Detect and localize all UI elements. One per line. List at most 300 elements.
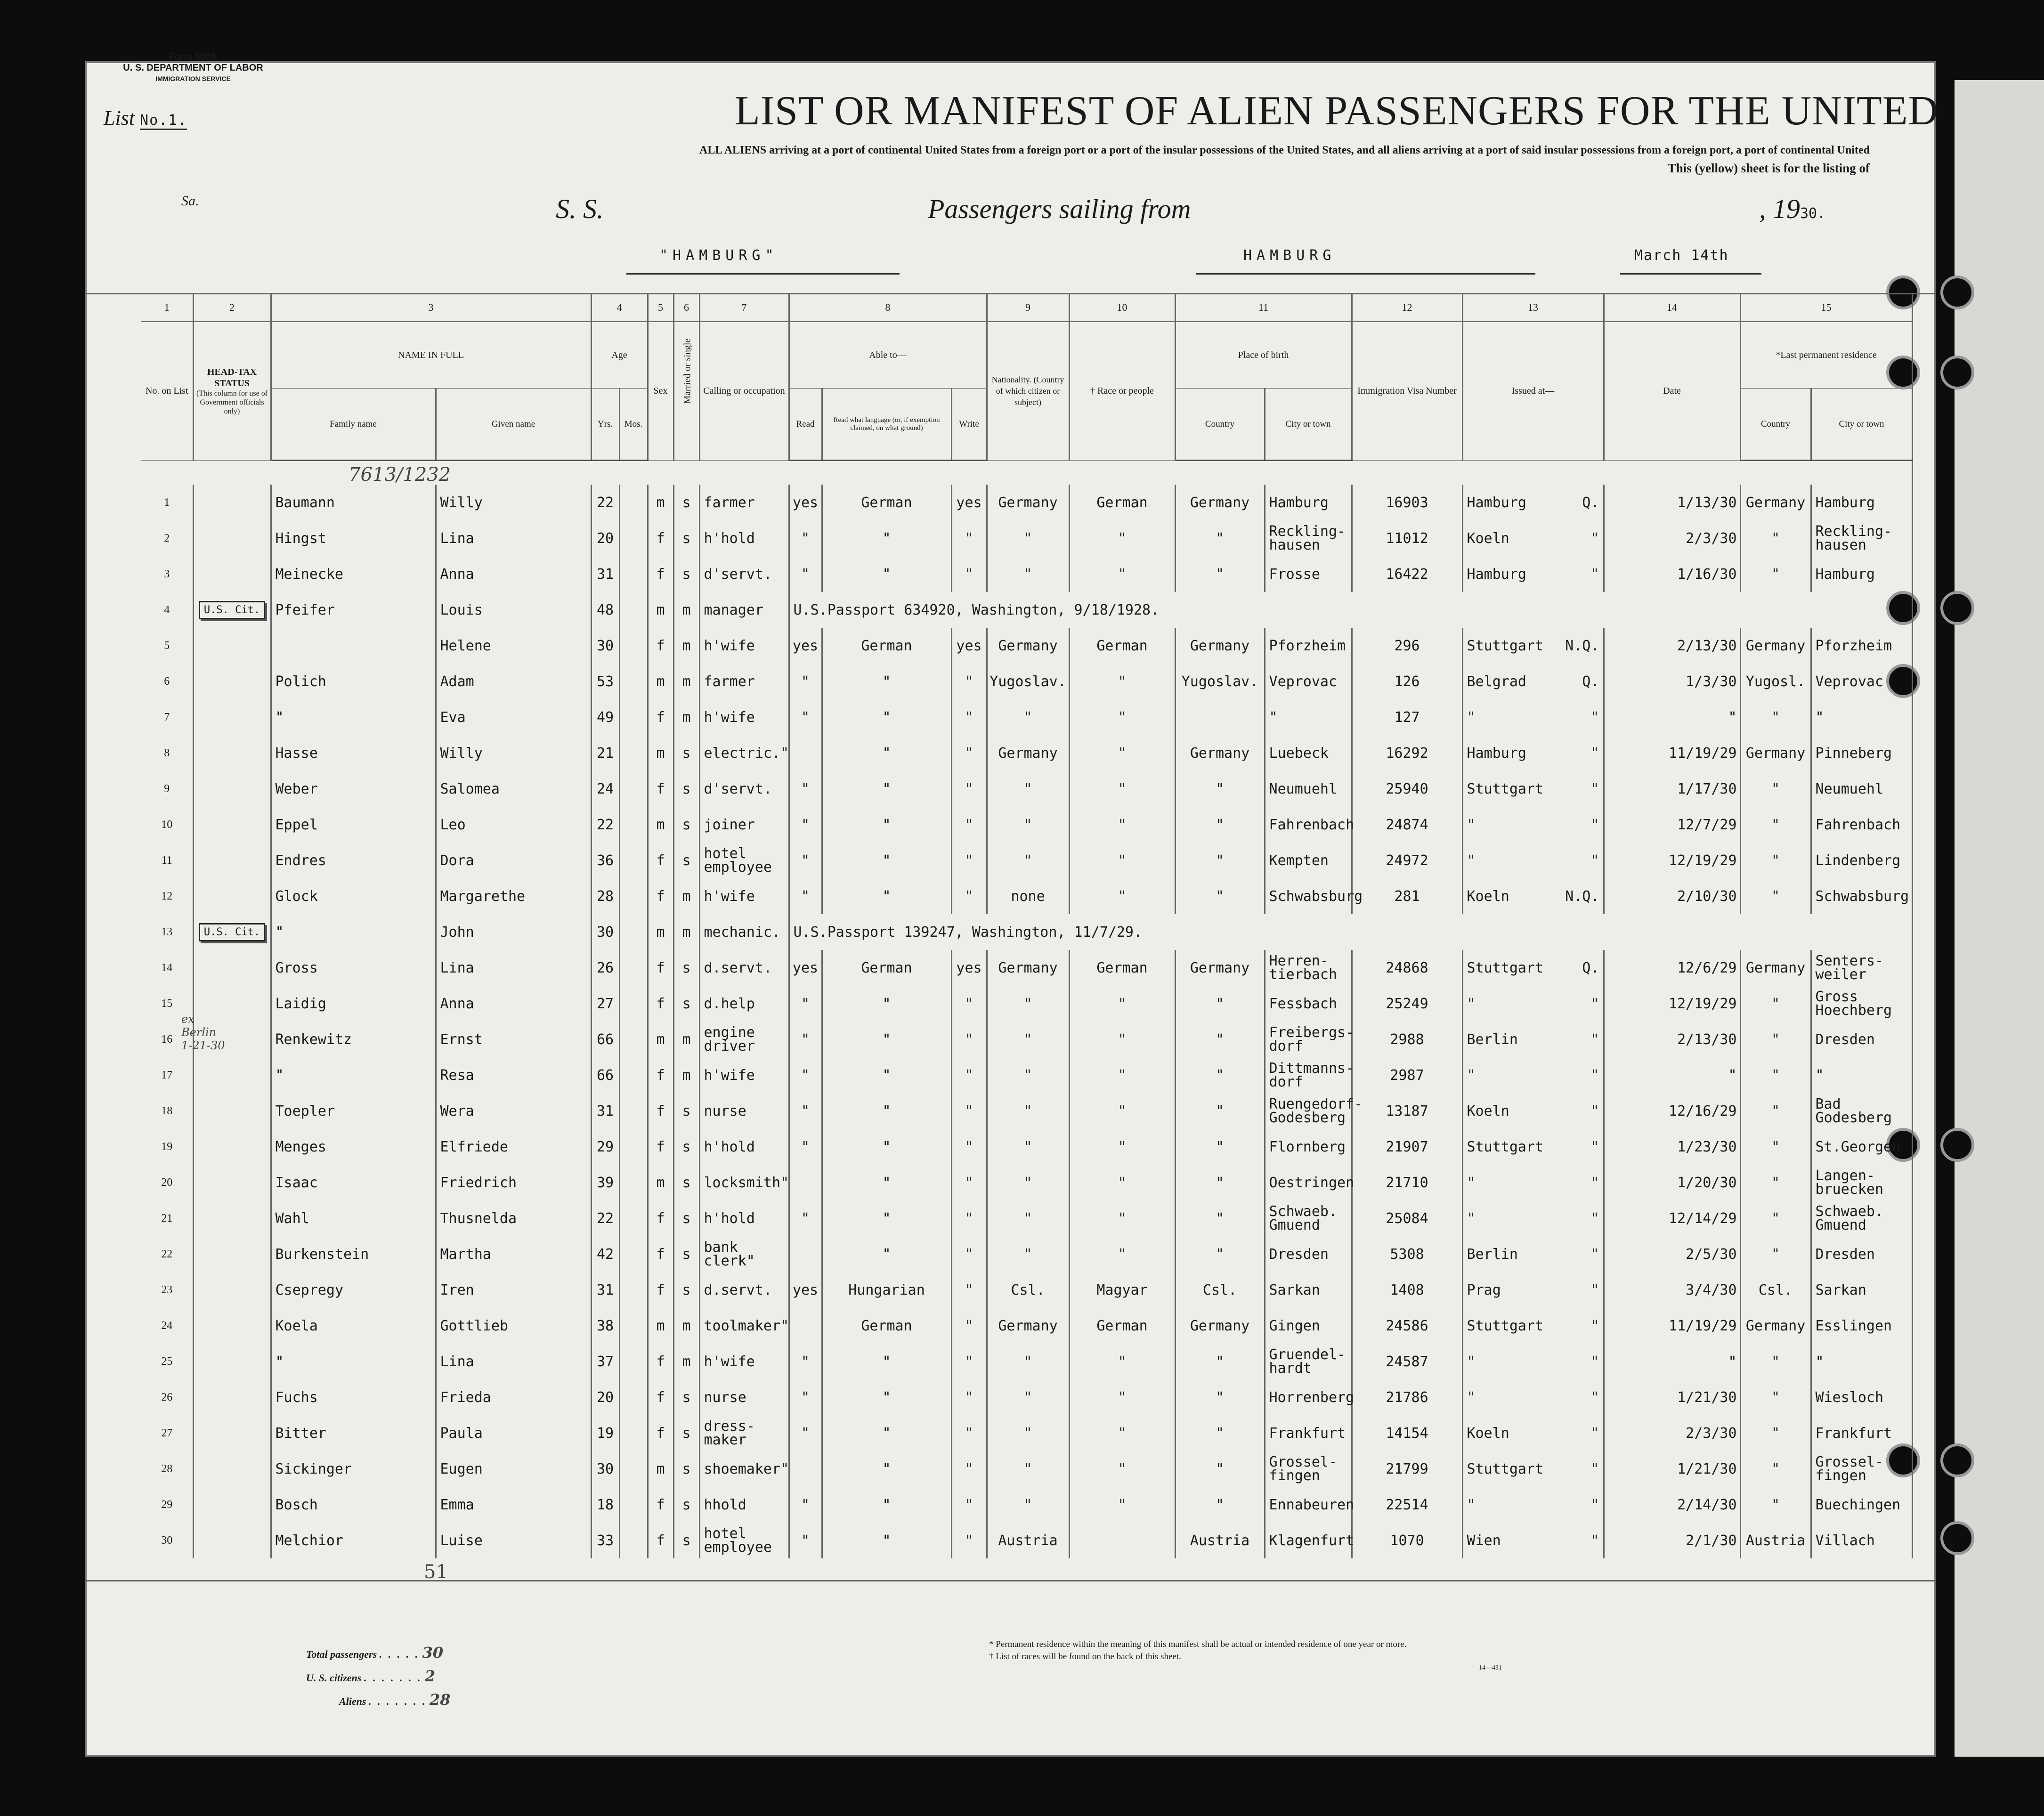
nat-cell: Germany <box>987 1308 1069 1344</box>
bcountry-cell: " <box>1175 1487 1265 1523</box>
rcity-cell: Dresden <box>1811 1236 1912 1272</box>
date-cell: 2/3/30 <box>1604 1415 1740 1451</box>
sex-cell: f <box>648 1379 673 1415</box>
family-cell: Weber <box>271 771 436 807</box>
port-underline <box>1196 273 1535 275</box>
race-cell: " <box>1069 735 1175 771</box>
bcity-cell: Freibergs-dorf <box>1265 1022 1352 1057</box>
ms-cell: s <box>673 1272 699 1308</box>
age-header: Age <box>591 322 648 389</box>
date-cell: 1/23/30 <box>1604 1129 1740 1165</box>
bcountry-cell: " <box>1175 986 1265 1022</box>
visa-cell: 5308 <box>1352 1236 1462 1272</box>
read-cell <box>789 735 822 771</box>
date-cell: 2/13/30 <box>1604 628 1740 664</box>
ms-cell: s <box>673 1165 699 1200</box>
visa-cell: 281 <box>1352 878 1462 914</box>
read-cell: " <box>789 771 822 807</box>
head-tax-title: HEAD-TAX STATUS <box>207 366 257 389</box>
occ-cell: locksmith" <box>699 1165 789 1200</box>
family-cell: Fuchs <box>271 1379 436 1415</box>
lang-cell: " <box>822 556 951 592</box>
rcountry-cell: " <box>1740 986 1811 1022</box>
binder-hole <box>1940 591 1974 625</box>
col-number: 4 <box>591 294 648 322</box>
bcity-cell: Fessbach <box>1265 986 1352 1022</box>
us-citizen-stamp: U.S. Cit. <box>199 601 265 619</box>
nat-cell: Yugoslav. <box>987 664 1069 699</box>
issued-code: " <box>1590 1353 1599 1370</box>
passport-cell: U.S.Passport 634920, Washington, 9/18/1928. <box>789 592 1912 628</box>
yrs-cell: 29 <box>591 1129 619 1165</box>
write-cell: yes <box>951 950 987 986</box>
occ-cell: hotel employee <box>699 1523 789 1558</box>
issued-code: Q. <box>1582 959 1599 976</box>
ms-cell: s <box>673 1379 699 1415</box>
issued-place: " <box>1467 1353 1476 1370</box>
sex-cell: m <box>648 485 673 520</box>
visa-cell: 2988 <box>1352 1022 1462 1057</box>
sex-cell: m <box>648 1022 673 1057</box>
issued-place: " <box>1467 709 1476 726</box>
sex-cell: m <box>648 664 673 699</box>
issued-code: " <box>1590 1174 1599 1191</box>
issued-at-cell <box>1462 1093 1604 1129</box>
mos-cell <box>619 1523 648 1558</box>
family-cell: Bosch <box>271 1487 436 1523</box>
lang-cell: " <box>822 1129 951 1165</box>
race-cell: " <box>1069 699 1175 735</box>
occ-cell: electric." <box>699 735 789 771</box>
rcountry-cell: " <box>1740 878 1811 914</box>
yrs-cell: 31 <box>591 1093 619 1129</box>
binder-hole <box>1940 1443 1974 1477</box>
read-cell: " <box>789 807 822 843</box>
pencil-annotation: 7613/1232 <box>349 464 451 486</box>
bcountry-cell: Germany <box>1175 1308 1265 1344</box>
mos-cell <box>619 1451 648 1487</box>
write-cell: " <box>951 1308 987 1344</box>
issued-at-cell <box>1462 628 1604 664</box>
family-cell: Sickinger <box>271 1451 436 1487</box>
date-underline <box>1620 273 1761 275</box>
read-cell: " <box>789 1379 822 1415</box>
head-tax-cell <box>193 1236 271 1272</box>
yrs-cell: 20 <box>591 520 619 556</box>
passenger-row <box>141 807 1912 843</box>
ms-cell: m <box>673 628 699 664</box>
yrs-cell: 30 <box>591 628 619 664</box>
passenger-row <box>141 1344 1912 1379</box>
n-cell: 9 <box>141 771 193 807</box>
n-cell: 19 <box>141 1129 193 1165</box>
issued-code: N.Q. <box>1565 888 1599 905</box>
nat-cell: Csl. <box>987 1272 1069 1308</box>
rcountry-cell: " <box>1740 1451 1811 1487</box>
lang-cell: " <box>822 1344 951 1379</box>
issued-place: Berlin <box>1467 1246 1518 1263</box>
family-cell: Hasse <box>271 735 436 771</box>
n-cell: 11 <box>141 843 193 878</box>
passenger-row <box>141 1236 1912 1272</box>
family-cell: Hingst <box>271 520 436 556</box>
yrs-cell: 36 <box>591 843 619 878</box>
lang-cell: " <box>822 1236 951 1272</box>
issued-code: " <box>1590 995 1599 1012</box>
visa-cell: 14154 <box>1352 1415 1462 1451</box>
mos-cell <box>619 878 648 914</box>
race-cell: German <box>1069 1308 1175 1344</box>
page-title: LIST OR MANIFEST OF ALIEN PASSENGERS FOR THE UNITED <box>735 88 1939 134</box>
mos-cell <box>619 1272 648 1308</box>
ship-name: "HAMBURG" <box>659 247 779 264</box>
date-cell: 12/19/29 <box>1604 843 1740 878</box>
rcountry-cell: " <box>1740 807 1811 843</box>
bcity-cell: Dresden <box>1265 1236 1352 1272</box>
issued-at-header: Issued at— <box>1462 322 1604 461</box>
mos-cell <box>619 1308 648 1344</box>
visa-cell: 24972 <box>1352 843 1462 878</box>
issued-code: Q. <box>1582 673 1599 690</box>
form-code: 14—431 <box>1479 1664 1502 1671</box>
mos-cell <box>619 1200 648 1236</box>
rcity-cell: Schwabsburg <box>1811 878 1912 914</box>
visa-cell: 126 <box>1352 664 1462 699</box>
read-cell: " <box>789 1200 822 1236</box>
family-cell: " <box>271 1344 436 1379</box>
bcity-cell: Pforzheim <box>1265 628 1352 664</box>
rcity-cell: Neumuehl <box>1811 771 1912 807</box>
bcountry-cell: " <box>1175 1200 1265 1236</box>
date-cell: 3/4/30 <box>1604 1272 1740 1308</box>
nat-cell: " <box>987 771 1069 807</box>
mos-cell <box>619 556 648 592</box>
ms-cell: m <box>673 1308 699 1344</box>
col-number: 12 <box>1352 294 1462 322</box>
read-cell: " <box>789 1129 822 1165</box>
read-cell: " <box>789 986 822 1022</box>
sex-cell: m <box>648 592 673 628</box>
rcountry-cell: " <box>1740 1057 1811 1093</box>
nat-cell: Germany <box>987 628 1069 664</box>
lang-cell: " <box>822 1022 951 1057</box>
issued-at-cell <box>1462 1272 1604 1308</box>
issued-at-cell <box>1462 1415 1604 1451</box>
bcity-cell: Flornberg <box>1265 1129 1352 1165</box>
visa-cell: 21710 <box>1352 1165 1462 1200</box>
n-cell: 8 <box>141 735 193 771</box>
col-number: 13 <box>1462 294 1604 322</box>
bcountry-cell: " <box>1175 1165 1265 1200</box>
issued-place: Hamburg <box>1467 566 1526 583</box>
nat-cell: " <box>987 1057 1069 1093</box>
issued-place: Belgrad <box>1467 673 1526 690</box>
mos-cell <box>619 1129 648 1165</box>
lang-cell: " <box>822 1057 951 1093</box>
write-cell: yes <box>951 628 987 664</box>
last-residence-header: *Last permanent residence <box>1740 322 1912 389</box>
ms-cell: s <box>673 1523 699 1558</box>
write-cell: " <box>951 1236 987 1272</box>
family-cell: Toepler <box>271 1093 436 1129</box>
occ-cell: h'hold <box>699 1200 789 1236</box>
issued-at-cell <box>1462 664 1604 699</box>
nat-cell: " <box>987 1165 1069 1200</box>
lang-cell: " <box>822 735 951 771</box>
issued-at-cell <box>1462 986 1604 1022</box>
yrs-cell: 30 <box>591 914 619 950</box>
bcity-cell: Horrenberg <box>1265 1379 1352 1415</box>
issued-place: " <box>1467 1067 1476 1084</box>
occ-cell: bank clerk" <box>699 1236 789 1272</box>
sex-cell: f <box>648 1272 673 1308</box>
mos-cell <box>619 699 648 735</box>
issued-code: " <box>1590 1138 1599 1155</box>
read-cell <box>789 1236 822 1272</box>
ms-cell: m <box>673 914 699 950</box>
date-cell: 1/13/30 <box>1604 485 1740 520</box>
visa-cell: 296 <box>1352 628 1462 664</box>
n-cell: 30 <box>141 1523 193 1558</box>
issued-code: " <box>1590 1103 1599 1119</box>
issued-place: Koeln <box>1467 1425 1509 1442</box>
yrs-cell: 22 <box>591 807 619 843</box>
bcountry-cell: " <box>1175 520 1265 556</box>
rcity-cell: Langen-bruecken <box>1811 1165 1912 1200</box>
read-cell: " <box>789 1022 822 1057</box>
sex-cell: f <box>648 520 673 556</box>
form-id-line: Form 500A <box>169 52 218 62</box>
rcity-cell: Schwaeb. Gmuend <box>1811 1200 1912 1236</box>
given-cell: John <box>436 914 591 950</box>
date-cell: 12/6/29 <box>1604 950 1740 986</box>
issued-code: " <box>1590 1281 1599 1298</box>
race-cell: " <box>1069 1200 1175 1236</box>
n-cell: 17 <box>141 1057 193 1093</box>
date-cell: 2/14/30 <box>1604 1487 1740 1523</box>
col-number: 2 <box>193 294 271 322</box>
read-cell: " <box>789 878 822 914</box>
rcountry-cell: Germany <box>1740 735 1811 771</box>
race-cell: " <box>1069 878 1175 914</box>
sex-cell: m <box>648 1451 673 1487</box>
write-cell: " <box>951 986 987 1022</box>
visa-cell: 21907 <box>1352 1129 1462 1165</box>
race-cell: " <box>1069 1415 1175 1451</box>
passenger-row <box>141 1165 1912 1200</box>
issued-place: " <box>1467 1496 1476 1513</box>
rcity-cell: Hamburg <box>1811 556 1912 592</box>
head-tax-cell <box>193 1129 271 1165</box>
lang-cell: " <box>822 1165 951 1200</box>
ms-cell: s <box>673 1200 699 1236</box>
bcity-cell: Hamburg <box>1265 485 1352 520</box>
column-number-row <box>141 294 1912 322</box>
issued-code: Q. <box>1582 494 1599 511</box>
race-cell: " <box>1069 986 1175 1022</box>
rcity-cell: " <box>1811 1344 1912 1379</box>
family-cell: " <box>271 914 436 950</box>
date-cell: 12/16/29 <box>1604 1093 1740 1129</box>
read-cell <box>789 1165 822 1200</box>
write-cell: " <box>951 843 987 878</box>
bcity-cell: Frosse <box>1265 556 1352 592</box>
bcountry-cell: " <box>1175 1236 1265 1272</box>
bcountry-cell: Germany <box>1175 735 1265 771</box>
race-cell: " <box>1069 1236 1175 1272</box>
occ-cell: h'wife <box>699 699 789 735</box>
visa-cell: 25084 <box>1352 1200 1462 1236</box>
issued-place: Hamburg <box>1467 745 1526 762</box>
rcountry-cell: " <box>1740 1344 1811 1379</box>
bcountry-cell: " <box>1175 1093 1265 1129</box>
issued-place: " <box>1467 1174 1476 1191</box>
issued-place: Prag <box>1467 1281 1501 1298</box>
issued-place: Berlin <box>1467 1031 1518 1048</box>
nat-cell: " <box>987 1379 1069 1415</box>
rcountry-cell: " <box>1740 1129 1811 1165</box>
port-name: HAMBURG <box>1243 247 1336 264</box>
lang-cell: " <box>822 1523 951 1558</box>
head-tax-cell <box>193 1200 271 1236</box>
read-cell: yes <box>789 485 822 520</box>
read-cell: " <box>789 1487 822 1523</box>
col-number: 14 <box>1604 294 1740 322</box>
issued-place: Wien <box>1467 1532 1501 1549</box>
head-tax-cell <box>193 735 271 771</box>
rcountry-cell: Germany <box>1740 1308 1811 1344</box>
ms-cell: s <box>673 556 699 592</box>
nat-cell: " <box>987 843 1069 878</box>
rcountry-cell: " <box>1740 1022 1811 1057</box>
occ-cell: joiner <box>699 807 789 843</box>
passenger-row <box>141 485 1912 520</box>
n-cell: 29 <box>141 1487 193 1523</box>
sailing-date: March 14th <box>1634 247 1729 264</box>
head-tax-cell <box>193 878 271 914</box>
list-label: List <box>104 106 135 130</box>
date-cell: 12/7/29 <box>1604 807 1740 843</box>
family-cell: Laidig <box>271 986 436 1022</box>
given-cell: Helene <box>436 628 591 664</box>
ms-cell: s <box>673 485 699 520</box>
passenger-rows <box>141 461 1912 1559</box>
bcity-cell: " <box>1265 699 1352 735</box>
head-tax-cell <box>193 771 271 807</box>
n-cell: 14 <box>141 950 193 986</box>
sex-cell: m <box>648 1308 673 1344</box>
nat-cell: " <box>987 1451 1069 1487</box>
sex-cell: f <box>648 1487 673 1523</box>
bcity-cell: Oestringen <box>1265 1165 1352 1200</box>
ms-cell: m <box>673 878 699 914</box>
issued-place: Stuttgart <box>1467 1460 1544 1477</box>
issued-at-cell <box>1462 556 1604 592</box>
total-passengers <box>306 1644 443 1662</box>
issued-at-cell <box>1462 1451 1604 1487</box>
family-cell: Bitter <box>271 1415 436 1451</box>
aliens <box>339 1691 451 1709</box>
occ-cell: d.servt. <box>699 1272 789 1308</box>
date-cell: 12/14/29 <box>1604 1200 1740 1236</box>
issued-code: N.Q. <box>1565 637 1599 654</box>
dots: . . . . . . . <box>364 1672 422 1684</box>
race-cell: " <box>1069 1379 1175 1415</box>
n-cell: 22 <box>141 1236 193 1272</box>
pencil-annotation: 51 <box>424 1561 448 1583</box>
race-cell: " <box>1069 520 1175 556</box>
n-cell: 28 <box>141 1451 193 1487</box>
col-number: 1 <box>141 294 193 322</box>
binder-hole <box>1940 356 1974 389</box>
read-cell: " <box>789 520 822 556</box>
sex-cell: f <box>648 771 673 807</box>
passenger-row <box>141 735 1912 771</box>
bcountry-cell: Germany <box>1175 628 1265 664</box>
race-cell: Magyar <box>1069 1272 1175 1308</box>
nat-cell: " <box>987 1129 1069 1165</box>
bcity-cell: Dittmanns-dorf <box>1265 1057 1352 1093</box>
given-cell: Luise <box>436 1523 591 1558</box>
sailing-label: Passengers sailing from <box>928 194 1191 224</box>
bcity-cell: Reckling-hausen <box>1265 520 1352 556</box>
occ-cell: h'wife <box>699 628 789 664</box>
birth-city-header: City or town <box>1265 389 1352 461</box>
ms-cell: s <box>673 843 699 878</box>
n-cell: 16 <box>141 1022 193 1057</box>
visa-cell: 24874 <box>1352 807 1462 843</box>
visa-header: Immigration Visa Number <box>1352 322 1462 461</box>
family-cell: Pfeifer <box>271 592 436 628</box>
rcity-cell: Sarkan <box>1811 1272 1912 1308</box>
given-cell: Iren <box>436 1272 591 1308</box>
yrs-cell: 26 <box>591 950 619 986</box>
rcity-cell: St.Georgen <box>1811 1129 1912 1165</box>
n-cell: 12 <box>141 878 193 914</box>
facing-page <box>1955 80 2044 1757</box>
ms-cell: m <box>673 699 699 735</box>
issued-at-cell <box>1462 950 1604 986</box>
n-cell: 25 <box>141 1344 193 1379</box>
footnote: † List of races will be found on the back of this sheet. <box>989 1652 1181 1662</box>
write-cell: " <box>951 1022 987 1057</box>
ms-cell: m <box>673 1022 699 1057</box>
given-cell: Louis <box>436 592 591 628</box>
date-cell: 1/17/30 <box>1604 771 1740 807</box>
issued-at-cell <box>1462 1308 1604 1344</box>
rcity-cell: Pforzheim <box>1811 628 1912 664</box>
n-cell: 23 <box>141 1272 193 1308</box>
date-cell: " <box>1604 1344 1740 1379</box>
passenger-row <box>141 1093 1912 1129</box>
head-tax-cell <box>193 520 271 556</box>
race-cell: " <box>1069 807 1175 843</box>
occ-cell: d.help <box>699 986 789 1022</box>
head-tax-cell <box>193 1451 271 1487</box>
date-cell: 2/10/30 <box>1604 878 1740 914</box>
given-cell: Lina <box>436 520 591 556</box>
issued-at-cell <box>1462 771 1604 807</box>
occ-cell: manager <box>699 592 789 628</box>
family-cell: Burkenstein <box>271 1236 436 1272</box>
head-tax-cell <box>193 1272 271 1308</box>
passenger-row <box>141 1129 1912 1165</box>
rcity-cell: Esslingen <box>1811 1308 1912 1344</box>
nat-cell: none <box>987 878 1069 914</box>
issued-code: " <box>1590 1389 1599 1406</box>
given-cell: Gottlieb <box>436 1308 591 1344</box>
yrs-cell: 33 <box>591 1523 619 1558</box>
